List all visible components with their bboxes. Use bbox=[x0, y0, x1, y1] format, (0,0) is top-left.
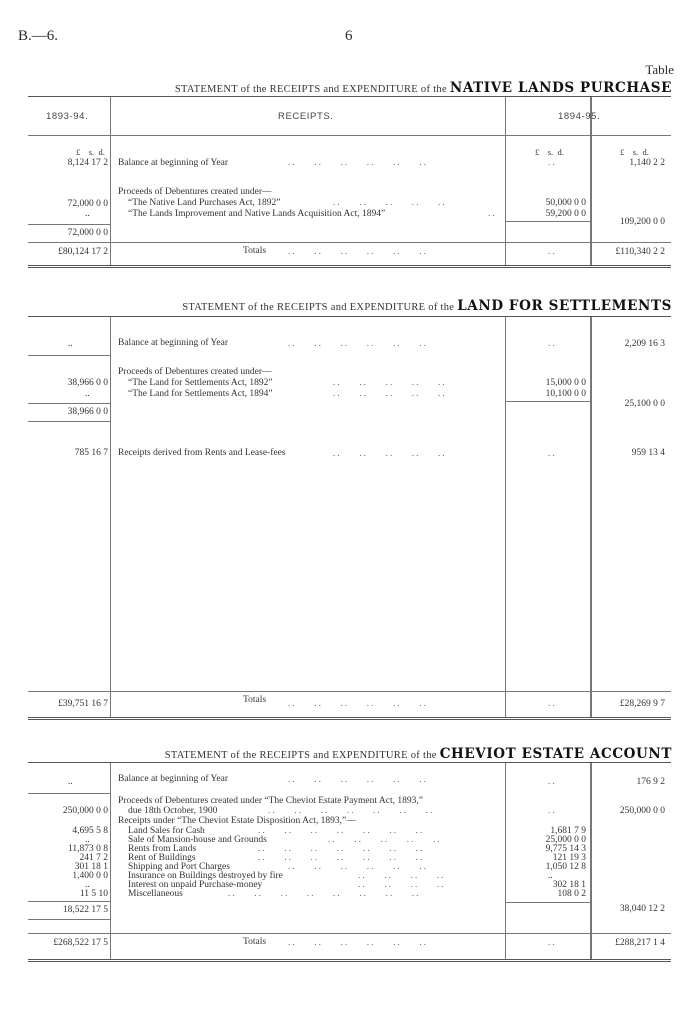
s3-item-prev: .. bbox=[85, 880, 90, 890]
s2-rents-label: Receipts derived from Rents and Lease-fees bbox=[118, 448, 286, 458]
s3-item-prev: 4,695 5 8 bbox=[72, 826, 108, 836]
s1-balance-prev: 8,124 17 2 bbox=[67, 158, 108, 168]
s3-item-label: Land Sales for Cash bbox=[128, 826, 205, 836]
s3-totals-prev: £268,522 17 5 bbox=[53, 938, 108, 948]
s3-proceeds-label: Proceeds of Debentures created under “The Cheviot Estate Payment Act, 1893,” bbox=[118, 796, 423, 806]
s3-proceeds-prev: 250,000 0 0 bbox=[62, 806, 108, 816]
s2-act2-curr: 10,100 0 0 bbox=[545, 389, 586, 399]
s3-item-label: Rent of Buildings bbox=[128, 853, 196, 863]
s3-receipts-prev-subtotal: 18,522 17 5 bbox=[62, 905, 108, 915]
s3-item-curr: 121 19 3 bbox=[552, 853, 586, 863]
s1-balance-label: Balance at beginning of Year bbox=[118, 158, 229, 168]
s1-totals-curr: £110,340 2 2 bbox=[615, 247, 665, 257]
section1-title: STATEMENT of the RECEIPTS and EXPENDITURE of the NATIVE LANDS PURCHASE bbox=[174, 80, 672, 96]
s3-balance-prev: .. bbox=[68, 777, 73, 787]
page-number: 6 bbox=[345, 28, 353, 44]
s3-balance-label: Balance at beginning of Year bbox=[118, 774, 229, 784]
s1-act2-curr: 59,200 0 0 bbox=[545, 209, 586, 219]
s3-totals-label: Totals bbox=[243, 937, 267, 947]
section3-title: STATEMENT of the RECEIPTS and EXPENDITURE of the CHEVIOT ESTATE ACCOUNT bbox=[164, 746, 672, 762]
s2-act1-label: “The Land for Settlements Act, 1892” bbox=[128, 378, 273, 388]
s2-proceeds-label: Proceeds of Debentures created under— bbox=[118, 367, 272, 377]
document-reference: B.—6. bbox=[18, 28, 59, 44]
s2-proceeds-prev-subtotal: 38,966 0 0 bbox=[67, 407, 108, 417]
s3-totals-curr: £288,217 1 4 bbox=[615, 938, 665, 948]
col-curr-year: 1894-95. bbox=[558, 111, 601, 122]
s3-item-prev: 301 18 1 bbox=[74, 862, 108, 872]
s3-receipts-curr-total: 38,040 12 2 bbox=[619, 904, 665, 914]
s1-act1-curr: 50,000 0 0 bbox=[545, 198, 586, 208]
s3-item-curr: 9,775 14 3 bbox=[545, 844, 586, 854]
s2-balance-curr-total: 2,209 16 3 bbox=[624, 339, 665, 349]
s2-act2-label: “The Land for Settlements Act, 1894” bbox=[128, 389, 273, 399]
section2-title: STATEMENT of the RECEIPTS and EXPENDITURE of the LAND FOR SETTLEMENTS bbox=[182, 298, 672, 314]
s3-item-prev: 241 7 2 bbox=[79, 853, 108, 863]
s3-proceeds-label2: due 18th October, 1900 bbox=[128, 806, 218, 816]
s3-item-label: Insurance on Buildings destroyed by fire bbox=[128, 871, 283, 881]
curr-currency-header: £ s. d. bbox=[535, 147, 564, 157]
col-prev-year: 1893-94. bbox=[46, 111, 89, 122]
s2-rents-prev: 785 16 7 bbox=[74, 448, 108, 458]
s3-item-curr: 25,000 0 0 bbox=[545, 835, 586, 845]
s1-proceeds-prev-subtotal: 72,000 0 0 bbox=[67, 228, 108, 238]
s3-item-label: Miscellaneous bbox=[128, 889, 183, 899]
s2-totals-curr: £28,269 9 7 bbox=[619, 699, 665, 709]
section1-table: 1893-94. RECEIPTS. 1894-95. £ s. d. £ s. d. £ s. d. 8,124 17 2 Balance at beginning of Year .. .. .. .. .. .. .. 1,140 2 2 Proceeds of Debentures created under— 72,000 0 0 “The Native Land Purchases Act, 1892” .. .. .. .. .. 50,000 0 0 .. “The Lands Improvement and Native Lands Acquisition Act, 1894” .. 59,200 0 0 109,200 0 0 72,000 0 0 £80,124 17 2 Totals .. .. .. .. .. .. .. £110,340 2 2 bbox=[28, 96, 671, 268]
s1-act1-label: “The Native Land Purchases Act, 1892” bbox=[128, 198, 281, 208]
section2-table: .. Balance at beginning of Year .. .. .. .. .. .. .. 2,209 16 3 Proceeds of Debentures created under— 38,966 0 0 “The Land for Settlements Act, 1892” .. .. .. .. .. 15,000 0 0 .. “The Land for Settlements Act, 1894” .. .. .. .. .. 10,100 0 0 25,100 0 0 38,966 0 0 785 16 7 Receipts derived from Rents and Lease-fees .. .. .. .. .. .. 959 13 4 £39,751 16 7 Totals .. .. .. .. .. .. .. £28,269 9 7 bbox=[28, 316, 671, 720]
s1-balance-curr-total: 1,140 2 2 bbox=[629, 158, 665, 168]
s3-item-curr: 108 0 2 bbox=[557, 889, 586, 899]
s3-item-label: Interest on unpaid Purchase-money bbox=[128, 880, 263, 890]
col-receipts: RECEIPTS. bbox=[278, 111, 334, 122]
s1-act2-prev: .. bbox=[85, 209, 90, 219]
s1-proceeds-label: Proceeds of Debentures created under— bbox=[118, 187, 272, 197]
s1-act2-label: “The Lands Improvement and Native Lands Acquisition Act, 1894” bbox=[128, 209, 386, 219]
s2-totals-prev: £39,751 16 7 bbox=[58, 699, 108, 709]
s3-item-label: Rents from Lands bbox=[128, 844, 197, 854]
s3-balance-curr-total: 176 9 2 bbox=[636, 777, 665, 787]
s1-totals-prev: £80,124 17 2 bbox=[58, 247, 108, 257]
s3-item-curr: 1,681 7 9 bbox=[550, 826, 586, 836]
s3-item-label: Shipping and Port Charges bbox=[128, 862, 230, 872]
s3-item-curr: .. bbox=[548, 871, 553, 881]
s2-balance-label: Balance at beginning of Year bbox=[118, 338, 229, 348]
s3-item-prev: 11,873 0 8 bbox=[67, 844, 108, 854]
total-currency-header: £ s. d. bbox=[620, 147, 649, 157]
s2-rents-curr-total: 959 13 4 bbox=[631, 448, 665, 458]
s2-totals-label: Totals bbox=[243, 695, 267, 705]
s3-item-curr: 302 18 1 bbox=[552, 880, 586, 890]
s3-item-label: Sale of Mansion-house and Grounds bbox=[128, 835, 267, 845]
s3-item-prev: 1,400 0 0 bbox=[72, 871, 108, 881]
table-label: Table bbox=[645, 62, 674, 77]
s3-item-prev: .. bbox=[85, 835, 90, 845]
s1-proceeds-curr-total: 109,200 0 0 bbox=[619, 217, 665, 227]
s2-proceeds-curr-total: 25,100 0 0 bbox=[624, 399, 665, 409]
s1-act1-prev: 72,000 0 0 bbox=[67, 199, 108, 209]
s3-receipts-under-label: Receipts under “The Cheviot Estate Disposition Act, 1893,”— bbox=[118, 816, 356, 826]
s1-totals-label: Totals bbox=[243, 246, 267, 256]
s2-act1-curr: 15,000 0 0 bbox=[545, 378, 586, 388]
s2-balance-prev: .. bbox=[68, 339, 73, 349]
s3-proceeds-curr-total: 250,000 0 0 bbox=[619, 806, 665, 816]
s2-act2-prev: .. bbox=[85, 389, 90, 399]
s2-act1-prev: 38,966 0 0 bbox=[67, 378, 108, 388]
section3-table: .. Balance at beginning of Year .. .. .. .. .. .. .. 176 9 2 Proceeds of Debentures created under “The Cheviot Estate Payment Act, 1893,” 250,000 0 0 due 18th October, 1900 .. .. .. .. .. .. .. .. 250,000 0 0 Receipts under “The Cheviot Estate Disposition Act, 1893,”— 4,695 5 8 Land Sales for Cash .. .. .. .. .. .. .. 1,681 7 9 .. Sale of Mansion-house and Grounds .. .. .. .. .. 25,000 0 0 11,873 0 8 Rents from Lands .. .. .. .. .. .. .. 9,775 14 3 241 7 2 Rent of Buildings .. .. .. .. .. .. .. 121 19 3 301 18 1 Shipping and Port Charges .. .. .. .. .. .. 1,050 12 8 1,400 0 0 Insurance on Buildings destroyed by fire .. .. .. .. .. .. Interest on unpaid Purchase-money .. .. .. .. 302 18 1 11 5 10 Miscellaneous .. .. .. .. .. .. .. .. 108 0 2 38,040 12 2 18,522 17 5 £268,522 17 5 Totals .. .. .. .. .. .. .. £288,217 1 4 bbox=[28, 762, 671, 962]
prev-currency-header: £ s. d. bbox=[76, 147, 105, 157]
s3-item-prev: 11 5 10 bbox=[79, 889, 108, 899]
s3-item-curr: 1,050 12 8 bbox=[545, 862, 586, 872]
